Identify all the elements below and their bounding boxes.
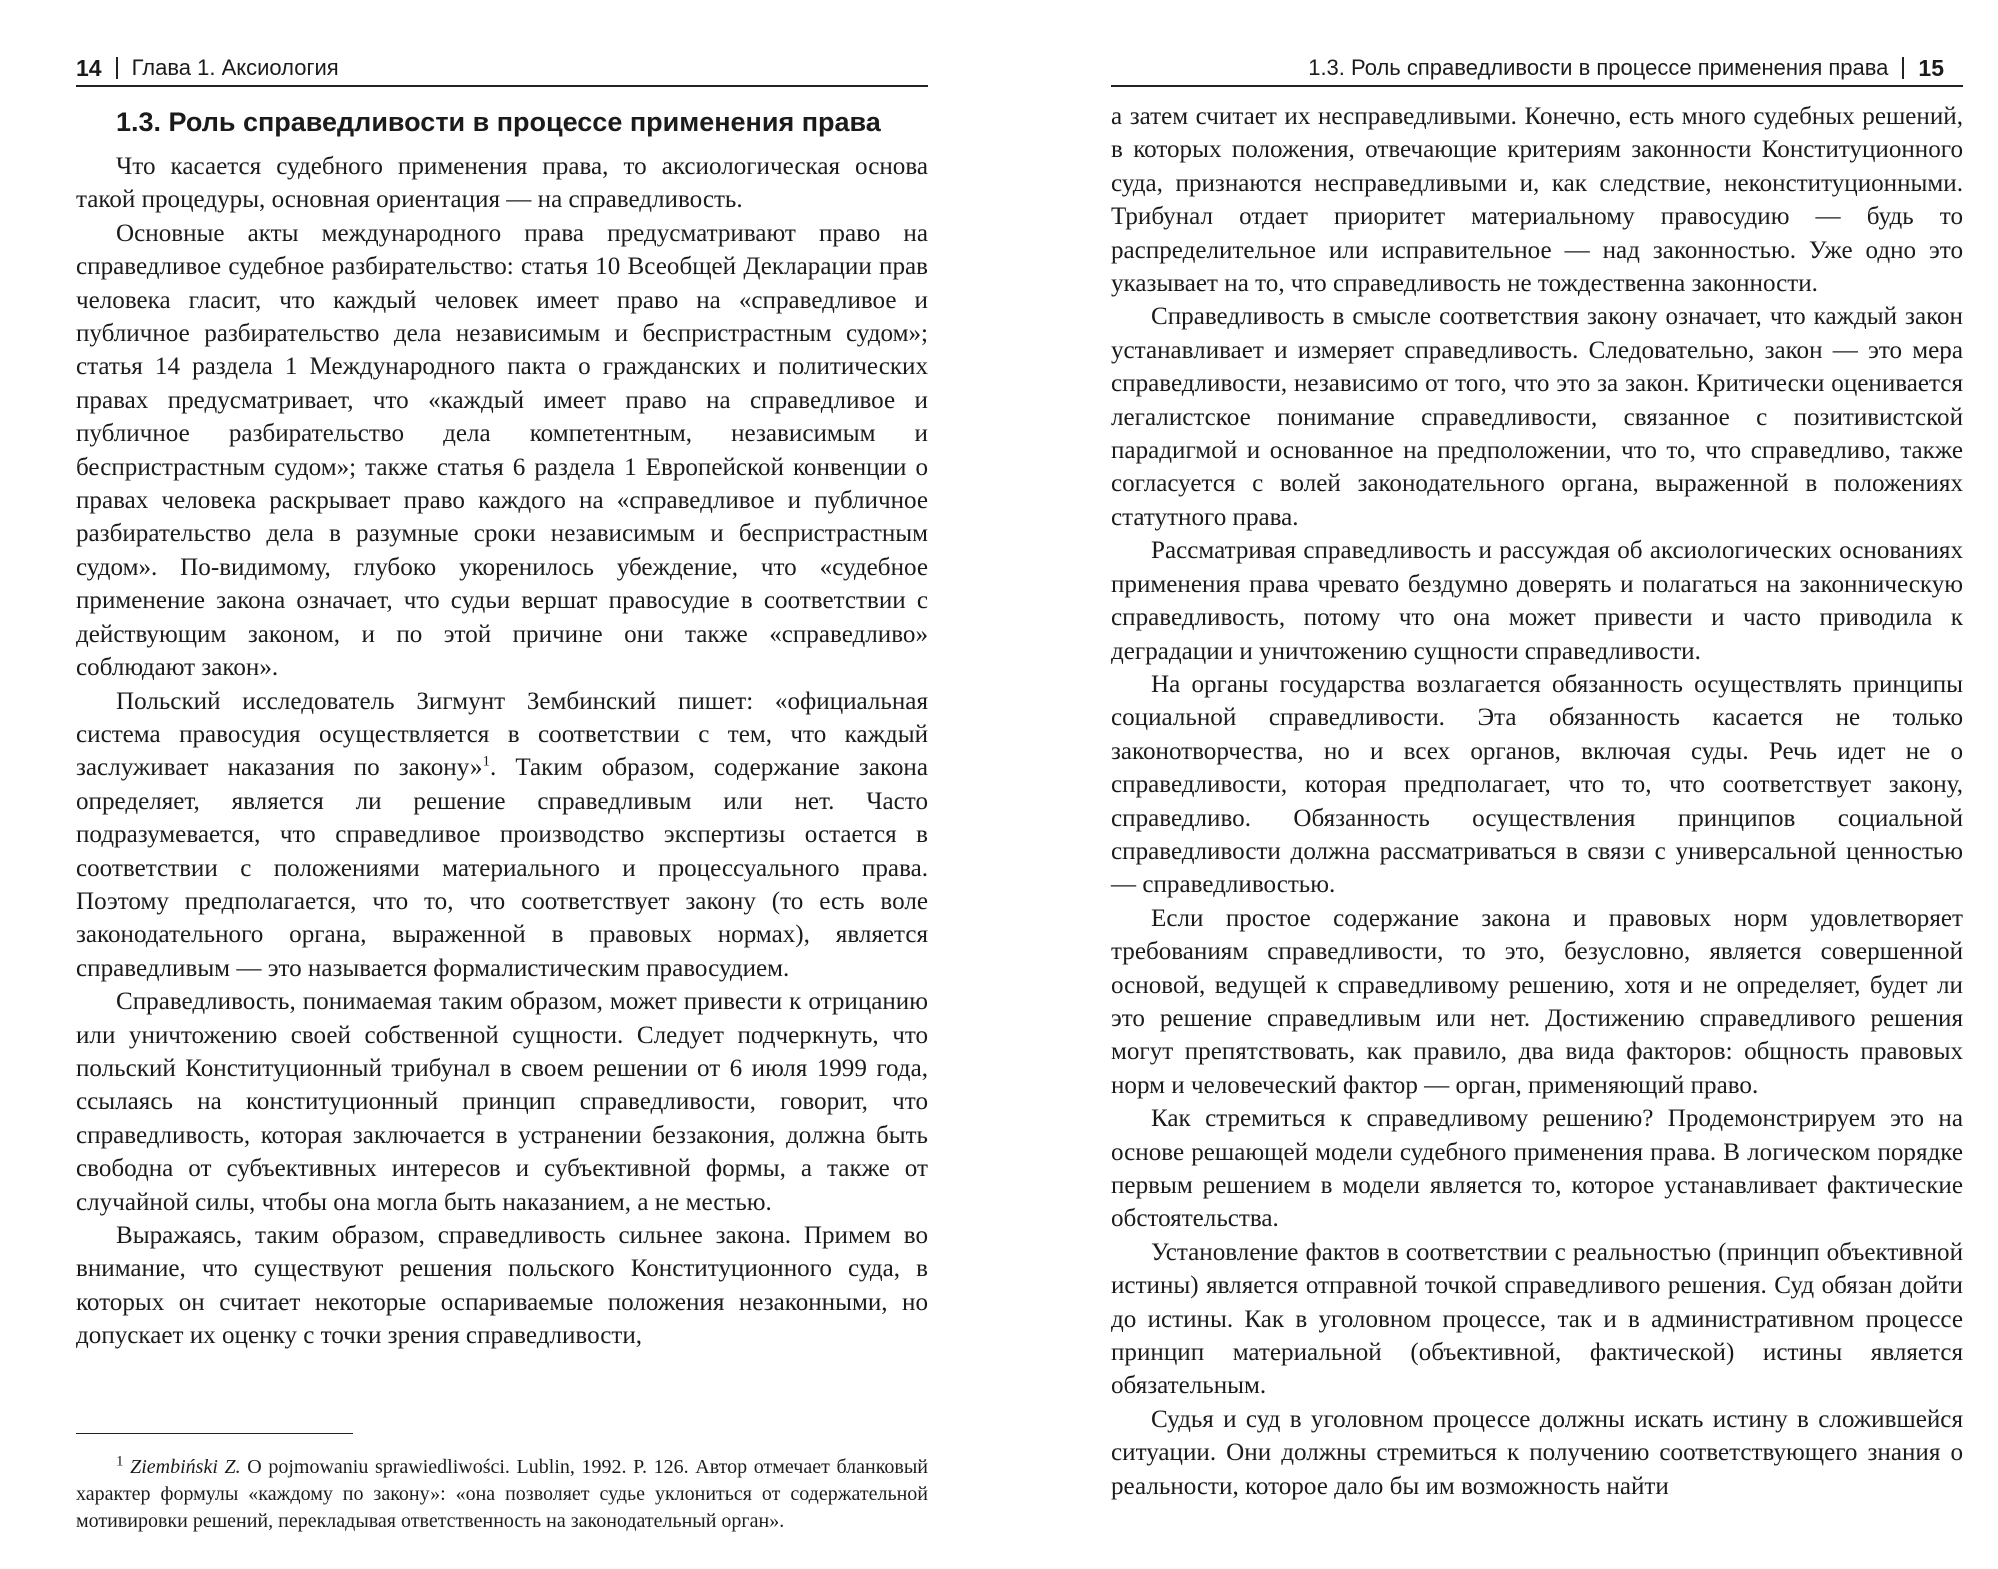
- footnote-text: O pojmowaniu sprawiedliwości. Lublin, 1992. P. 126. Автор отмечает бланковый характер формулы «каждому по закону»: «она позволяет судье уклониться от содержательной мотивировки решений, перекладывая ответственность на законодательный орган».: [76, 1456, 928, 1532]
- right-page: [999, 0, 1998, 1569]
- left-page-number: 14: [76, 54, 102, 81]
- paragraph: Выражаясь, таким образом, справедливость сильнее закона. Примем во внимание, что существуют решения польского Конституционного суда, в которых он считает некоторые оспариваемые положения незаконными, но допускает их оценку с точки зрения справедливости,: [76, 1222, 928, 1350]
- paragraph: На органы государства возлагается обязанность осуществлять принципы социальной справедливости. Эта обязанность касается не только законотворчества, но и всех органов, включая суды. Речь идет не о справедливости, которая предполагает, что то, что соответствует закону, справедливо. Обязанность осуществления принципов социальной справедливости должна рассматриваться в связи с универсальной ценностью — справедливостью.: [1111, 670, 1963, 899]
- right-body: [1111, 100, 1963, 1503]
- left-running-header: [76, 52, 339, 84]
- footnote-separator: [76, 1433, 353, 1434]
- paragraph: [76, 685, 928, 986]
- paragraph: Как стремиться к справедливому решению? Продемонстрируем это на основе решающей модели судебного применения права. В логическом порядке первым решением в модели является то, которое устанавливает фактические обстоятельства.: [1111, 1105, 1963, 1233]
- right-header-title: 1.3. Роль справедливости в процессе применения права: [1308, 55, 1889, 80]
- footnote-marker: 1: [116, 1453, 124, 1470]
- left-header-title: Глава 1. Аксиология: [131, 55, 339, 80]
- footnote-author: Ziembiński Z.: [130, 1456, 241, 1478]
- paragraph-text: . Таким образом, содержание закона определяет, является ли решение справедливым или нет. Часто подразумевается, что справедливое производство экспертизы остается в соответствии с положениями материального и процессуального права. Поэтому предполагается, что то, что соответствует закону (то есть воле законодательного органа, выраженной в правовых нормах), является справедливым — это называется формалистическим правосудием.: [76, 754, 928, 982]
- paragraph: Судья и суд в уголовном процессе должны искать истину в сложившейся ситуации. Они должны стремиться к получению соответствующего знания о реальности, которое дало бы им возможность найти: [1111, 1405, 1963, 1500]
- header-rule: [1111, 85, 1963, 87]
- paragraph-text: Польский исследователь Зигмунт Зембинский пишет: «официальная система правосудия осуществляется в соответствии с тем, что каждый заслуживает наказания по закону»: [76, 687, 928, 782]
- paragraph: Если простое содержание закона и правовых норм удовлетворяет требованиям справедливости, то это, безусловно, является совершенной основой, ведущей к справедливому решению, хотя и не определяет, будет ли это решение справедливым или нет. Достижению справедливого решения могут препятствовать, как правило, два вида факторов: общность правовых норм и человеческий фактор — орган, применяющий право.: [1111, 904, 1963, 1099]
- header-divider: [1902, 57, 1904, 79]
- paragraph: Основные акты международного права предусматривают право на справедливое судебное разбирательство: статья 10 Всеобщей Декларации прав человека гласит, что каждый человек имеет право на «справедливое и публичное разбирательство дела независимым и беспристрастным судом»; статья 14 раздела 1 Международного пакта о гражданских и политических правах предусматривает, что «каждый имеет право на справедливое и публичное разбирательство дела компетентным, независимым и беспристрастным судом»; также статья 6 раздела 1 Европейской конвенции о правах человека раскрывает право каждого на «справедливое и публичное разбирательство дела в разумные сроки независимым и беспристрастным судом». По-видимому, глубоко укоренилось убеждение, что «судебное применение закона означает, что судьи вершат правосудие в соответствии с действующим законом, и по этой причине они также «справедливо» соблюдают закон».: [76, 219, 928, 682]
- right-running-header: [1308, 52, 1944, 84]
- paragraph: Рассматривая справедливость и рассуждая об аксиологических основаниях применения права чревато бездумно доверять и полагаться на законническую справедливость, потому что она может привести и часто приводила к деградации и уничтожению сущности справедливости.: [1111, 537, 1963, 665]
- right-page-number: 15: [1918, 54, 1944, 81]
- continued-paragraph: а затем считает их несправедливыми. Конечно, есть много судебных решений, в которых положения, отвечающие критериям законности Конституционного суда, признаются несправедливыми и, как следствие, неконституционными. Трибунал отдает приоритет материальному правосудию — будь то распределительное или исправительное — над законностью. Уже одно это указывает на то, что справедливость не тождественна законности.: [1111, 103, 1963, 298]
- header-rule: [76, 85, 928, 87]
- section-title: 1.3. Роль справедливости в процессе применения права: [116, 107, 881, 137]
- footnote-reference[interactable]: 1: [482, 753, 490, 770]
- paragraph: Установление фактов в соответствии с реальностью (принцип объективной истины) является отправной точкой справедливого решения. Суд обязан дойти до истины. Как в уголовном процессе, так и в административном процессе принцип материальной (объективной, фактической) истины является обязательным.: [1111, 1238, 1963, 1400]
- footnote: [76, 1454, 928, 1535]
- paragraph: Справедливость, понимаемая таким образом, может привести к отрицанию или уничтожению своей собственной сущности. Следует подчеркнуть, что польский Конституционный трибунал в своем решении от 6 июля 1999 года, ссылаясь на конституционный принцип справедливости, говорит, что справедливость, которая заключается в устранении беззакония, должна быть свободна от субъективных интересов и субъективной формы, а также от случайной силы, чтобы она могла быть наказанием, а не местью.: [76, 988, 928, 1216]
- paragraph: Что касается судебного применения права, то аксиологическая основа такой процедуры, основная ориентация — на справедливость.: [76, 153, 928, 214]
- paragraph: Справедливость в смысле соответствия закону означает, что каждый закон устанавливает и измеряет справедливость. Следовательно, закон — это мера справедливости, независимо от того, что это за закон. Критически оценивается легалистское понимание справедливости, связанное с позитивистской парадигмой и основанное на предположении, что то, что справедливо, также согласуется с волей законодательного органа, выраженной в положениях статутного права.: [1111, 303, 1963, 531]
- left-body: [76, 100, 928, 1353]
- header-divider: [116, 57, 118, 79]
